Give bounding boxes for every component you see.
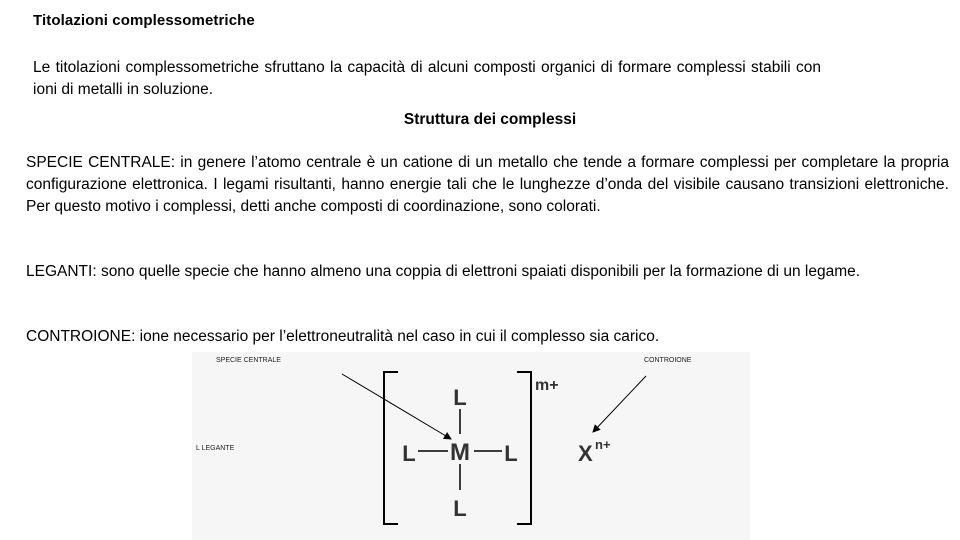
label-counterion: CONTROIONE — [644, 357, 692, 364]
paragraph-central-species — [26, 152, 949, 218]
term-central-species: SPECIE CENTRALE — [26, 154, 171, 171]
term-counterion: CONTROIONE — [26, 328, 132, 345]
ligand-left: L — [402, 441, 416, 466]
counterion-charge: n+ — [595, 437, 611, 452]
left-bracket — [384, 372, 398, 524]
ligand-bottom: L — [453, 496, 467, 521]
paragraph-counterion — [26, 326, 949, 348]
right-bracket — [517, 372, 531, 524]
intro-paragraph: Le titolazioni complessometriche sfruttano la capacità di alcuni composti organici di formare complessi stabili con ioni di metalli in soluzione. — [33, 59, 821, 98]
paragraph-ligands — [26, 261, 949, 283]
complex-charge: m+ — [535, 377, 559, 394]
label-central-species: SPECIE CENTRALE — [216, 357, 281, 364]
label-ligand: L LEGANTE — [196, 445, 235, 452]
arrow-counterion — [593, 376, 646, 432]
section-title: Struttura dei complessi — [403, 111, 577, 128]
definition-counterion: : ione necessario per l’elettroneutralità nel caso in cui il complesso sia carico. — [131, 328, 660, 345]
ligand-top: L — [453, 385, 467, 410]
definition-ligands: : sono quelle specie che hanno almeno una coppia di elettroni spaiati disponibili per la formazione di un legame. — [92, 263, 861, 280]
complex-structure-diagram — [192, 352, 750, 540]
definition-central-species: : in genere l’atomo centrale è un catione di un metallo che tende a formare complessi per completare la propria configurazione elettronica. I legami risultanti, hanno energie tali che le lunghezze d’onda del visibile causano transizioni elettroniche. Per questo motivo i complessi, detti anche composti di coordinazione, sono colorati. — [26, 154, 949, 215]
counterion-symbol: X — [578, 441, 593, 466]
page-title: Titolazioni complessometriche — [33, 12, 255, 29]
metal-center: M — [450, 439, 470, 466]
ligand-right: L — [504, 441, 518, 466]
arrow-central-species — [342, 374, 451, 439]
term-ligands: LEGANTI — [26, 263, 93, 280]
